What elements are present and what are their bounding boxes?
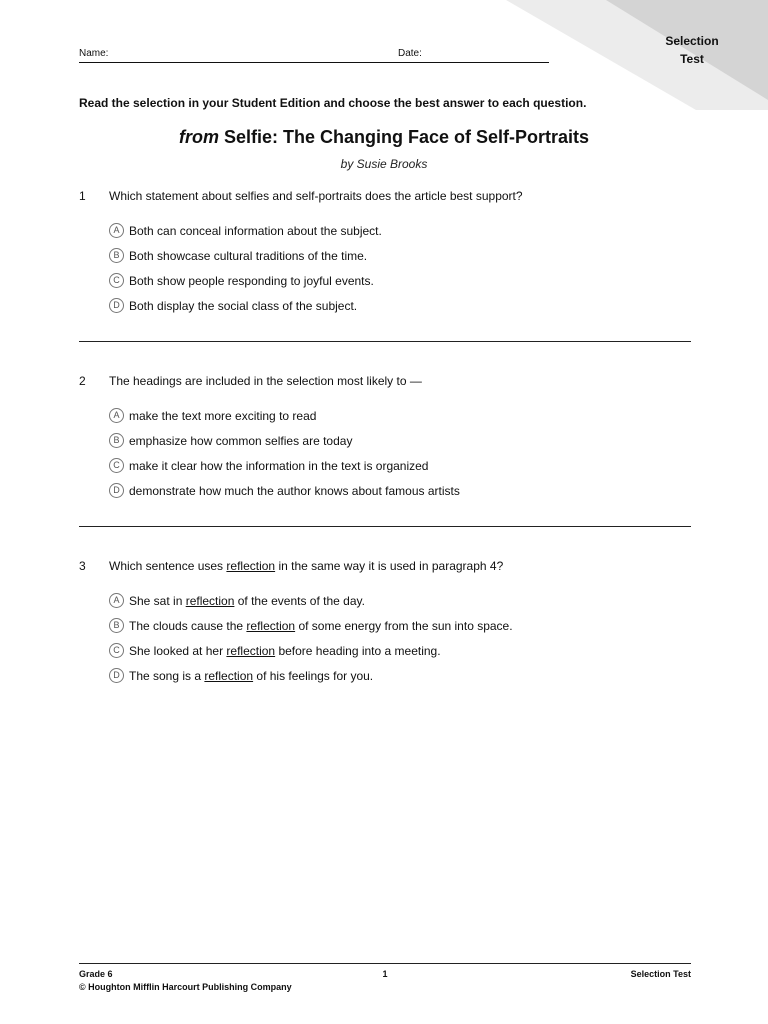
page-number: 1 bbox=[382, 969, 388, 979]
option-text-before: The clouds cause the bbox=[129, 618, 247, 633]
answer-bubble-b[interactable]: B bbox=[109, 618, 124, 633]
option-text: Both can conceal information about the subject. bbox=[129, 223, 382, 238]
answer-bubble-d[interactable]: D bbox=[109, 668, 124, 683]
question-text-before: Which sentence uses bbox=[109, 559, 227, 573]
option-c[interactable] bbox=[109, 268, 691, 293]
question-1 bbox=[79, 189, 691, 318]
name-label: Name: bbox=[79, 48, 109, 59]
option-text: make the text more exciting to read bbox=[129, 408, 317, 423]
option-text-before: She looked at her bbox=[129, 643, 227, 658]
answer-bubble-c[interactable]: C bbox=[109, 273, 124, 288]
instructions: Read the selection in your Student Edition and choose the best answer to each question. bbox=[79, 96, 587, 110]
grade-label: Grade 6 bbox=[79, 969, 113, 979]
option-a[interactable] bbox=[109, 218, 691, 243]
option-text-before: The song is a bbox=[129, 668, 205, 683]
option-text-after: of his feelings for you. bbox=[253, 668, 374, 683]
question-2 bbox=[79, 374, 691, 503]
answer-bubble-c[interactable]: C bbox=[109, 458, 124, 473]
option-text-after: of some energy from the sun into space. bbox=[295, 618, 513, 633]
date-label: Date: bbox=[398, 48, 422, 59]
title-prefix: from bbox=[178, 127, 219, 147]
name-date-line bbox=[79, 48, 549, 63]
answer-bubble-a[interactable]: A bbox=[109, 223, 124, 238]
answer-bubble-c[interactable]: C bbox=[109, 643, 124, 658]
option-a[interactable] bbox=[109, 588, 691, 613]
underlined-word: reflection bbox=[246, 618, 296, 633]
option-text-after: before heading into a meeting. bbox=[275, 643, 441, 658]
question-text-after: in the same way it is used in paragraph 4? bbox=[275, 559, 504, 573]
option-b[interactable] bbox=[109, 613, 691, 638]
answer-bubble-a[interactable]: A bbox=[109, 593, 124, 608]
option-b[interactable] bbox=[109, 428, 691, 453]
section-divider bbox=[79, 526, 691, 527]
option-text-before: She sat in bbox=[129, 593, 186, 608]
option-text bbox=[129, 619, 513, 633]
option-text: emphasize how common selfies are today bbox=[129, 433, 353, 448]
option-text: Both show people responding to joyful events. bbox=[129, 273, 374, 288]
option-text bbox=[129, 594, 365, 608]
selection-test-tab bbox=[650, 32, 734, 68]
question-3 bbox=[79, 559, 691, 688]
question-number: 1 bbox=[79, 189, 86, 203]
footer-selection-test: Selection Test bbox=[630, 969, 691, 979]
corner-label-line1: Selection bbox=[665, 34, 719, 48]
section-divider bbox=[79, 341, 691, 342]
option-text: demonstrate how much the author knows about famous artists bbox=[129, 483, 460, 498]
question-text: Which statement about selfies and self-portraits does the article best support? bbox=[109, 189, 523, 203]
underlined-word: reflection bbox=[226, 559, 276, 573]
selection-title bbox=[0, 127, 768, 148]
option-b[interactable] bbox=[109, 243, 691, 268]
option-text: Both display the social class of the subject. bbox=[129, 298, 358, 313]
question-number: 3 bbox=[79, 559, 86, 573]
option-text: Both showcase cultural traditions of the time. bbox=[129, 248, 368, 263]
option-text-after: of the events of the day. bbox=[234, 593, 365, 608]
option-d[interactable] bbox=[109, 293, 691, 318]
option-d[interactable] bbox=[109, 478, 691, 503]
answer-bubble-b[interactable]: B bbox=[109, 433, 124, 448]
answer-bubble-d[interactable]: D bbox=[109, 298, 124, 313]
answer-bubble-a[interactable]: A bbox=[109, 408, 124, 423]
option-c[interactable] bbox=[109, 453, 691, 478]
underlined-word: reflection bbox=[226, 643, 276, 658]
answer-bubble-d[interactable]: D bbox=[109, 483, 124, 498]
option-text: make it clear how the information in the text is organized bbox=[129, 458, 429, 473]
author-byline: by Susie Brooks bbox=[340, 157, 428, 171]
option-a[interactable] bbox=[109, 403, 691, 428]
option-d[interactable] bbox=[109, 663, 691, 688]
question-number: 2 bbox=[79, 374, 86, 388]
question-text: The headings are included in the selection most likely to — bbox=[109, 374, 422, 388]
underlined-word: reflection bbox=[185, 593, 235, 608]
copyright: © Houghton Mifflin Harcourt Publishing Company bbox=[79, 982, 292, 992]
question-text bbox=[109, 559, 503, 573]
answer-bubble-b[interactable]: B bbox=[109, 248, 124, 263]
footer-divider bbox=[79, 963, 691, 964]
corner-label-line2: Test bbox=[680, 52, 704, 66]
option-text bbox=[129, 644, 441, 658]
option-text bbox=[129, 669, 373, 683]
underlined-word: reflection bbox=[204, 668, 254, 683]
option-c[interactable] bbox=[109, 638, 691, 663]
title-main: Selfie: The Changing Face of Self-Portraits bbox=[223, 127, 590, 147]
